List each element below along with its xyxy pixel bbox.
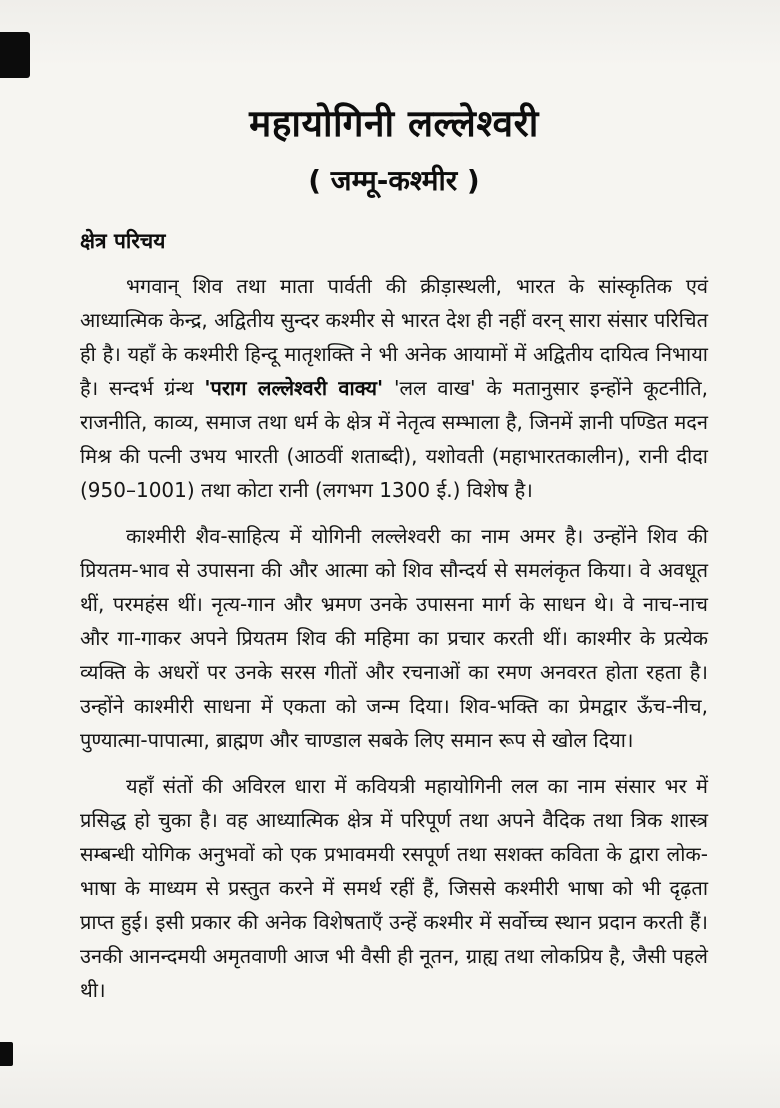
section-heading: क्षेत्र परिचय bbox=[80, 229, 166, 253]
paragraph-text: भगवान् शिव तथा माता पार्वती की क्रीड़ास्थली, भारत के सांस्कृतिक एवं आध्यात्मिक केन्द्र, अद्वितीय सुन्दर कश्मीर से भारत देश ही नहीं वरन् सारा संसार परिचित ही है। यहाँ के कश्मीरी हिन्दू मातृशक्ति ने भी अनेक आयामों में अद्वितीय दायित्व निभाया है। सन्दर्भ ग्रंन्थ bbox=[80, 274, 708, 400]
paragraph bbox=[80, 269, 708, 507]
paragraph-text: 'लल वाख' के मतानुसार इन्होंने कूटनीति, राजनीति, काव्य, समाज तथा धर्म के क्षेत्र में नेतृत्व सम्भाला है, जिनमें ज्ञानी पण्डित मदन मिश्र की पत्नी उभय भारती (आठवीं शताब्दी), यशोवती (महाभारतकालीन), रानी दीदा (950–1001) तथा कोटा रानी (लगभग 1300 ई.) विशेष है। bbox=[80, 376, 708, 502]
paragraph-text: काश्मीरी शैव-साहित्य में योगिनी लल्लेश्वरी का नाम अमर है। उन्होंने शिव की प्रियतम-भाव से उपासना की और आत्मा को शिव सौन्दर्य से समलंकृत किया। वे अवधूत थीं, परमहंस थीं। नृत्य-गान और भ्रमण उनके उपासना मार्ग के साधन थे। वे नाच-नाच और गा-गाकर अपने प्रियतम शिव की महिमा का प्रचार करती थीं। काश्मीर के प्रत्येक व्यक्ति के अधरों पर उनके सरस गीतों और रचनाओं का रमण अनवरत होता रहता है। उन्होंने काश्मीरी साधना में एकता को जन्म दिया। शिव-भक्ति का प्रेमद्वार ऊँच-नीच, पुण्यात्मा-पापात्मा, ब्राह्मण और चाण्डाल सबके लिए समान रूप से खोल दिया। bbox=[80, 524, 708, 752]
page-title: महायोगिनी लल्लेश्वरी bbox=[249, 102, 539, 145]
paragraph bbox=[80, 769, 708, 1007]
page-subtitle: ( जम्मू-कश्मीर ) bbox=[308, 164, 480, 197]
scan-artifact-bottom-left bbox=[0, 1042, 13, 1066]
scan-artifact-top-left bbox=[0, 32, 30, 78]
paragraphs bbox=[80, 269, 708, 1007]
paragraph bbox=[80, 519, 708, 757]
paragraph-text: यहाँ संतों की अविरल धारा में कवियत्री महायोगिनी लल का नाम संसार भर में प्रसिद्ध हो चुका है। वह आध्यात्मिक क्षेत्र में परिपूर्ण तथा अपने वैदिक तथा त्रिक शास्त्र सम्बन्धी योगिक अनुभवों को एक प्रभावमयी रसपूर्ण तथा सशक्त कविता के द्वारा लोक-भाषा के माध्यम से प्रस्तुत करने में समर्थ रहीं हैं, जिससे कश्मीरी भाषा को भी दृढ़ता प्राप्त हुई। इसी प्रकार की अनेक विशेषताएँ उन्हें कश्मीर में सर्वोच्च स्थान प्रदान करती हैं। उनकी आनन्दमयी अमृतवाणी आज भी वैसी ही नूतन, ग्राह्य तथा लोकप्रिय है, जैसी पहले थी। bbox=[80, 774, 708, 1002]
paragraph-bold-text: 'पराग लल्लेश्वरी वाक्य' bbox=[204, 376, 384, 400]
